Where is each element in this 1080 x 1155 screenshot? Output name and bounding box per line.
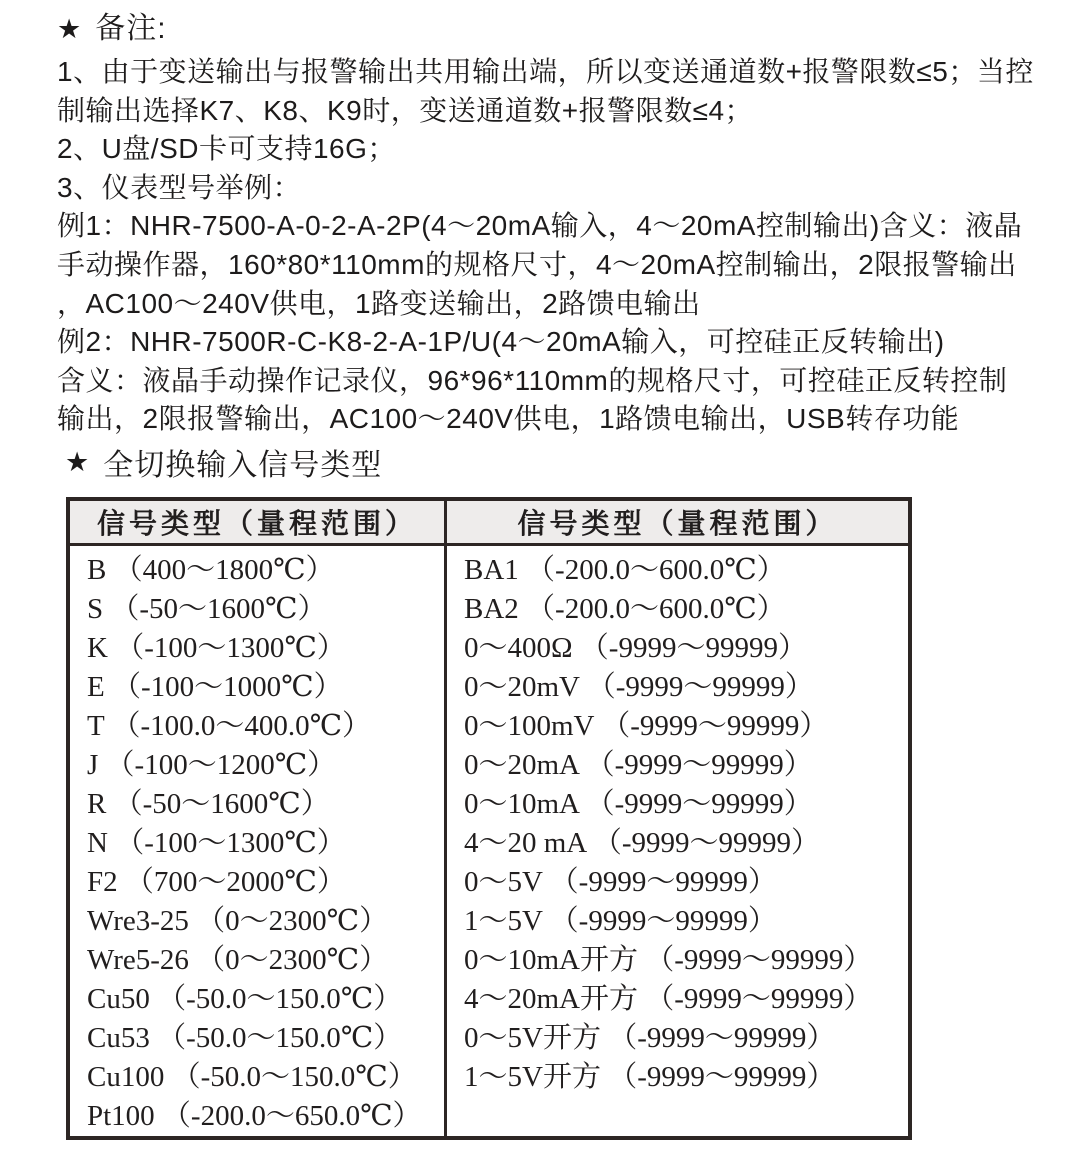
signal-row: R （-50～1600℃） [87, 788, 330, 820]
table-body-row [68, 545, 910, 1139]
signal-row: J （-100～1200℃） [87, 749, 337, 781]
signal-row: 4～20 mA （-9999～99999） [464, 827, 821, 859]
signal-list-left [68, 545, 446, 1139]
note-line: 制输出选择K7、K8、K9时，变送通道数+报警限数≤4； [57, 94, 754, 126]
signal-row: 0～400Ω （-9999～99999） [464, 632, 807, 664]
signal-row: T （-100.0～400.0℃） [87, 710, 372, 742]
table-header-left-cell: 信号类型（量程范围） [68, 499, 446, 545]
note-line: 含义：液晶手动操作记录仪，96*96*110mm的规格尺寸，可控硅正反转控制 [57, 364, 1008, 396]
signal-section-title-text: 全切换输入信号类型 [103, 449, 383, 482]
signal-row: Cu100 （-50.0～150.0℃） [87, 1061, 417, 1093]
note-line: ，AC100～240V供电，1路变送输出，2路馈电输出 [57, 287, 701, 319]
signal-row: 0～20mV （-9999～99999） [464, 671, 814, 703]
signal-row: BA1 （-200.0～600.0℃） [464, 554, 786, 586]
signal-row: Cu50 （-50.0～150.0℃） [87, 983, 403, 1015]
notes-body [57, 53, 1032, 439]
signal-row: 0～10mA （-9999～99999） [464, 788, 813, 820]
signal-row: Wre3-25 （0～2300℃） [87, 905, 389, 937]
notes-section [57, 8, 1032, 439]
signal-section-title [65, 440, 382, 484]
star-icon: ★ [57, 13, 83, 44]
signal-row: K （-100～1300℃） [87, 632, 346, 664]
signal-row: Cu53 （-50.0～150.0℃） [87, 1022, 403, 1054]
signal-row: 0～10mA开方 （-9999～99999） [464, 944, 873, 976]
note-line: 输出，2限报警输出，AC100～240V供电，1路馈电输出，USB转存功能 [57, 403, 960, 435]
signal-list-right [446, 545, 911, 1139]
star-icon: ★ [65, 446, 91, 477]
signal-row: 1～5V （-9999～99999） [464, 905, 777, 937]
note-line: 1、由于变送输出与报警输出共用输出端，所以变送通道数+报警限数≤5；当控 [57, 56, 1034, 87]
signal-row: B （400～1800℃） [87, 554, 335, 586]
signal-row: 1～5V开方 （-9999～99999） [464, 1061, 836, 1093]
table-header-right-cell: 信号类型（量程范围） [446, 499, 911, 545]
signal-row: E （-100～1000℃） [87, 671, 343, 703]
note-line: 3、仪表型号举例： [57, 171, 302, 203]
signal-row: F2 （700～2000℃） [87, 866, 346, 898]
signal-row: 4～20mA开方 （-9999～99999） [464, 983, 873, 1015]
note-line: 例2：NHR-7500R-C-K8-2-A-1P/U(4～20mA输入，可控硅正反转输出) [57, 326, 945, 358]
signal-row: BA2 （-200.0～600.0℃） [464, 593, 786, 625]
signal-row: 0～5V开方 （-9999～99999） [464, 1022, 836, 1054]
note-line: 手动操作器，160*80*110mm的规格尺寸，4～20mA控制输出，2限报警输出 [57, 248, 1017, 280]
signal-row: 0～100mV （-9999～99999） [464, 710, 829, 742]
signal-row: N （-100～1300℃） [87, 827, 346, 859]
table-header-row [68, 499, 910, 545]
signal-row: 0～20mA （-9999～99999） [464, 749, 813, 781]
signal-row: S （-50～1600℃） [87, 593, 327, 625]
signal-row: 0～5V （-9999～99999） [464, 866, 777, 898]
notes-title-text: 备注: [95, 12, 167, 45]
signal-row: Pt100 （-200.0～650.0℃） [87, 1100, 422, 1132]
signal-row: Wre5-26 （0～2300℃） [87, 944, 389, 976]
signal-table [66, 497, 912, 1140]
note-line: 例1：NHR-7500-A-0-2-A-2P(4～20mA输入，4～20mA控制输出)含义：液晶 [57, 210, 1023, 242]
note-line: 2、U盘/SD卡可支持16G； [57, 133, 396, 165]
notes-title [57, 8, 1032, 50]
